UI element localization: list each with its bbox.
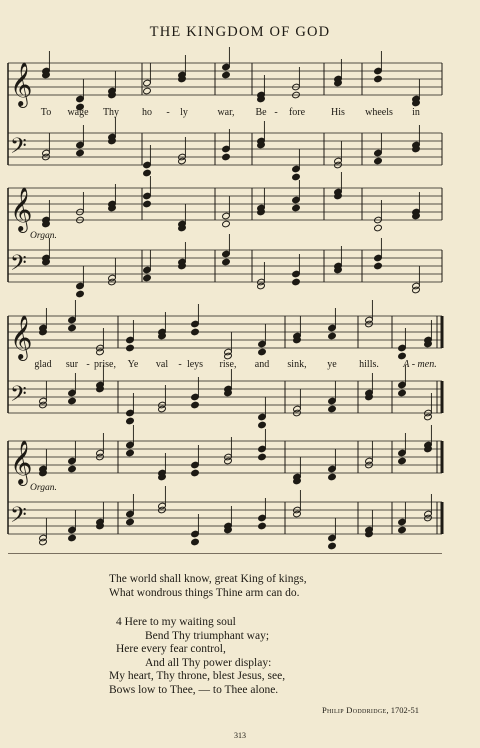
bass-clef: 𝄢 [10, 503, 27, 533]
lyric-syllable: sur [65, 359, 79, 370]
note-head [126, 417, 135, 425]
note-head [328, 473, 337, 481]
lyric-syllable: rise, [219, 359, 237, 370]
note-head [68, 397, 77, 405]
verse-line: 4 Here to my waiting soul [116, 616, 236, 628]
note-head [191, 328, 200, 336]
note-head [126, 344, 135, 352]
note-head [126, 449, 135, 457]
stanza-3-tail [109, 573, 307, 600]
lyric-syllable: - [178, 359, 182, 370]
verse-line: My heart, Thy throne, blest Jesus, see, [109, 670, 286, 683]
note-head [398, 457, 407, 465]
treble-clef: 𝄞 [10, 62, 33, 106]
note-head [328, 332, 337, 340]
note-head [191, 401, 200, 409]
divider [8, 553, 442, 554]
lyric-syllable: - [274, 107, 278, 118]
page-number: 313 [234, 731, 246, 740]
note-head [374, 224, 383, 232]
lyric-syllable: sink, [287, 359, 307, 370]
note-head [258, 453, 267, 461]
lyric-syllable: and [254, 359, 270, 370]
note-head [68, 465, 77, 473]
note-head [76, 290, 85, 298]
note-head [222, 258, 231, 266]
verse-line: Bend Thy triumphant way; [145, 629, 270, 642]
lyric-syllable: wage [67, 107, 89, 118]
note-head [374, 262, 383, 270]
note-head [258, 421, 267, 429]
note-head [68, 534, 77, 542]
page-title: THE KINGDOM OF GOD [149, 24, 331, 40]
lyric-syllable: - [86, 359, 90, 370]
lyric-syllable: Ye [127, 359, 139, 370]
verse-line: Here every fear control, [116, 643, 226, 656]
treble-clef: 𝄞 [10, 440, 33, 484]
lyric-syllable: - [166, 107, 170, 118]
lyric-syllable: leys [186, 359, 204, 370]
lyric-syllable: ye [327, 359, 337, 370]
note-head [68, 324, 77, 332]
organ-label: Organ. [30, 231, 57, 241]
note-head [374, 157, 383, 165]
treble-clef: 𝄞 [10, 187, 33, 231]
note-head [143, 169, 152, 177]
author-name: Philip Doddridge [322, 705, 387, 715]
verse-line: Bows low to Thee, — to Thee alone. [109, 683, 279, 696]
organ-label: Organ. [30, 483, 57, 493]
note-head [258, 348, 267, 356]
lyric-syllable: To [40, 107, 52, 118]
verse-line: What wondrous things Thine arm can do. [109, 586, 300, 599]
lyric-syllable: wheels [365, 107, 393, 118]
lyric-syllable: prise, [94, 359, 116, 370]
lyric-syllable: Thy [102, 107, 120, 118]
lyric-syllable: hills. [359, 359, 379, 370]
note-head [398, 526, 407, 534]
note-head [292, 278, 301, 286]
note-head [222, 71, 231, 79]
lyric-syllable: glad [34, 359, 52, 370]
note-head [328, 542, 337, 550]
treble-clef: 𝄞 [10, 315, 33, 359]
lyric-syllable: ho [142, 107, 152, 118]
note-head [76, 149, 85, 157]
note-head [143, 200, 152, 208]
lyric-syllable: His [331, 107, 345, 118]
note-head [258, 522, 267, 530]
lyric-syllable: fore [288, 107, 306, 118]
note-head [222, 220, 231, 228]
note-head [126, 518, 135, 526]
note-head [143, 274, 152, 282]
bass-clef: 𝄢 [10, 251, 27, 281]
author-dates: , 1702-51 [386, 705, 420, 715]
verse-line: And all Thy power display: [145, 656, 272, 669]
lyric-syllable: war, [217, 107, 235, 118]
note-head [292, 204, 301, 212]
note-head [374, 75, 383, 83]
note-head [292, 173, 301, 181]
bass-clef: 𝄢 [10, 134, 27, 164]
lyric-syllable: val [155, 359, 169, 370]
note-head [222, 153, 231, 161]
note-head [398, 389, 407, 397]
stanza-4 [109, 616, 286, 698]
note-head [143, 87, 152, 95]
bass-clef: 𝄢 [10, 382, 27, 412]
amen-lyric: A - men. [403, 359, 437, 370]
note-head [328, 405, 337, 413]
note-head [191, 538, 200, 546]
verse-line: The world shall know, great King of kings, [109, 573, 307, 585]
lyric-syllable: ly [180, 107, 188, 118]
lyric-syllable: in [412, 107, 420, 118]
lyric-syllable: Be [255, 107, 267, 118]
attribution [322, 705, 419, 715]
note-head [191, 469, 200, 477]
